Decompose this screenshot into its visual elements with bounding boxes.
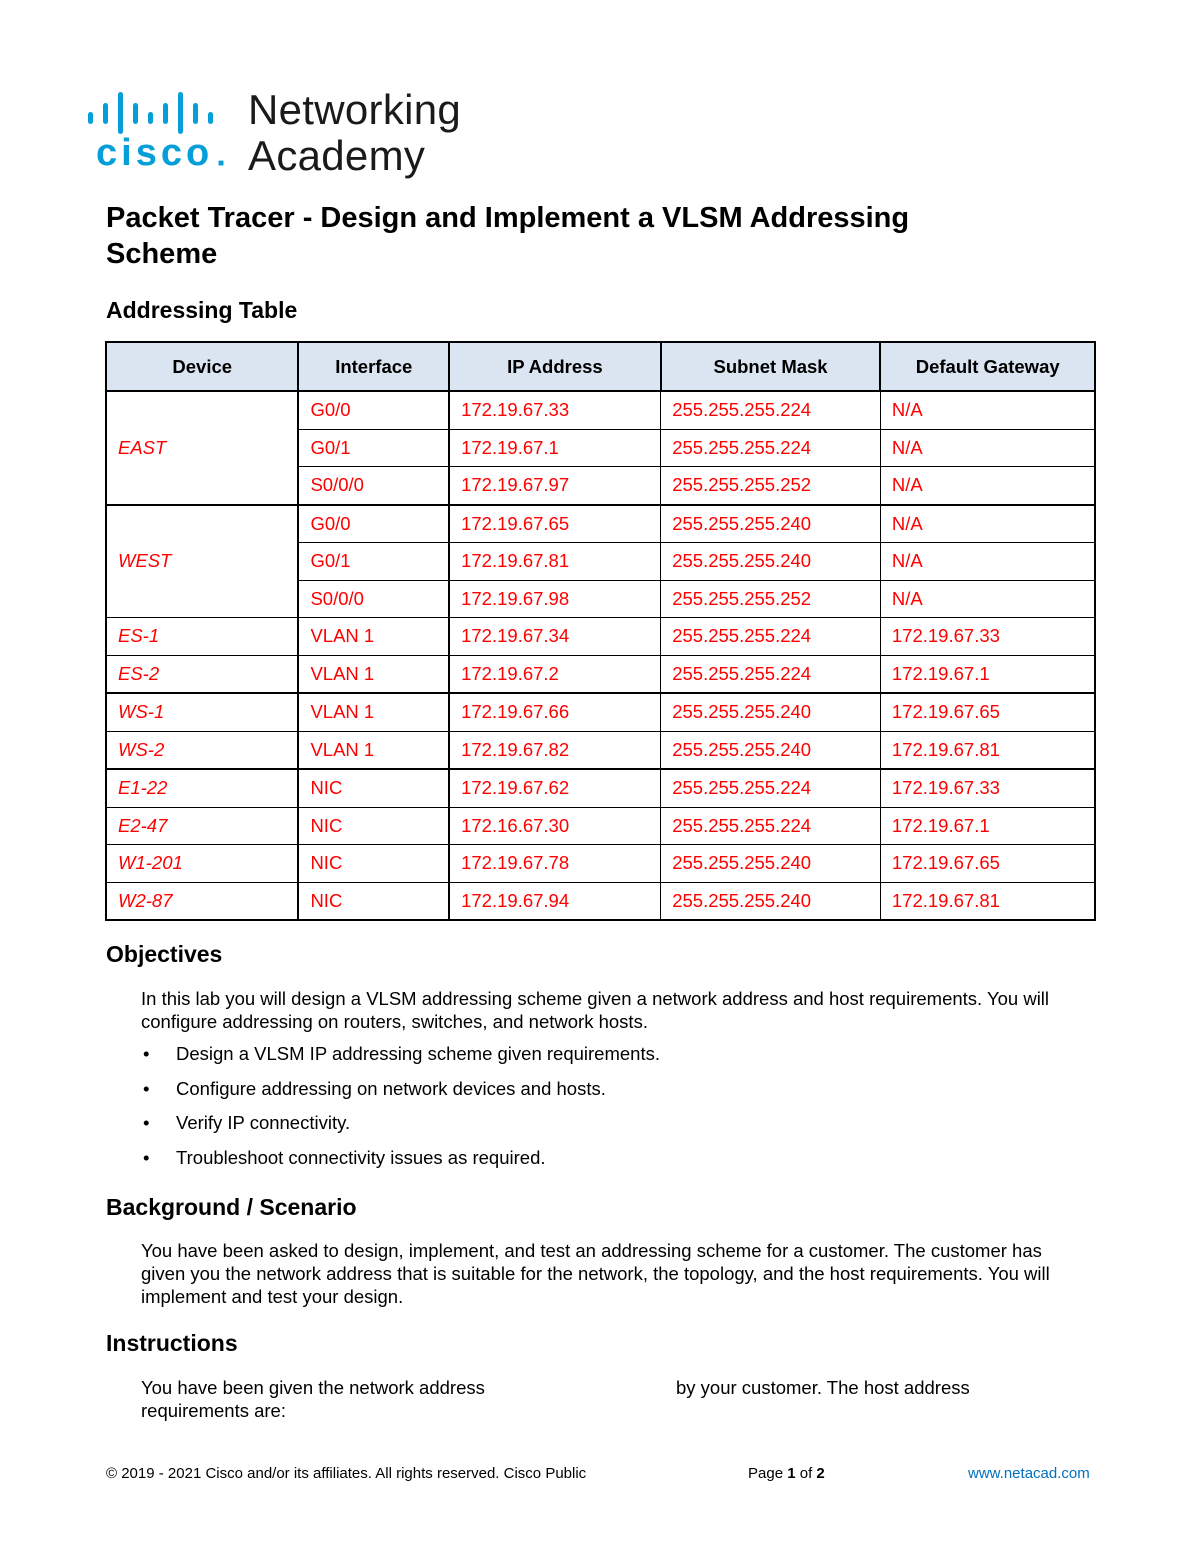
background-heading: Background / Scenario <box>106 1194 357 1220</box>
bullet-icon: • <box>143 1077 150 1099</box>
table-row <box>106 807 1095 845</box>
device-cell: E2-47 <box>106 807 298 845</box>
bullet-icon: • <box>143 1043 150 1064</box>
cisco-bars-icon <box>86 90 236 134</box>
table-row <box>106 769 1095 807</box>
interface-cell: NIC <box>298 882 449 920</box>
interface-cell: G0/0 <box>298 391 449 429</box>
ip-cell: 172.19.67.34 <box>449 618 661 656</box>
ip-cell: 172.19.67.1 <box>449 429 661 467</box>
list-item-text: Troubleshoot connectivity issues as required. <box>176 1146 546 1168</box>
gateway-cell: 172.19.67.65 <box>880 693 1095 731</box>
footer-copyright: © 2019 - 2021 Cisco and/or its affiliates. All rights reserved. Cisco Public <box>106 1465 587 1482</box>
device-cell: WS-2 <box>106 731 298 769</box>
ip-cell: 172.19.67.33 <box>449 391 661 429</box>
instructions-text-part3: requirements are: <box>141 1400 286 1421</box>
list-item-text: Verify IP connectivity. <box>176 1112 351 1133</box>
table-row <box>106 618 1095 656</box>
gateway-cell: N/A <box>880 429 1095 467</box>
column-header: IP Address <box>449 342 661 391</box>
list-item <box>141 1077 660 1112</box>
addressing-table-heading: Addressing Table <box>106 297 298 323</box>
addressing-table <box>105 341 1096 921</box>
list-item-text: Configure addressing on network devices and hosts. <box>176 1077 606 1099</box>
ip-cell: 172.19.67.78 <box>449 845 661 883</box>
mask-cell: 255.255.255.252 <box>661 467 881 505</box>
page-total: 2 <box>816 1465 825 1482</box>
instructions-heading: Instructions <box>106 1330 238 1356</box>
objectives-heading: Objectives <box>106 941 223 967</box>
list-item <box>141 1042 660 1077</box>
table-row <box>106 693 1095 731</box>
interface-cell: G0/1 <box>298 543 449 581</box>
logo-networking-text: Networking <box>248 86 462 133</box>
mask-cell: 255.255.255.252 <box>661 580 881 618</box>
mask-cell: 255.255.255.240 <box>661 845 881 883</box>
column-header: Device <box>106 342 298 391</box>
page-label: Page <box>748 1465 784 1482</box>
ip-cell: 172.19.67.2 <box>449 655 661 693</box>
gateway-cell: N/A <box>880 505 1095 543</box>
bullet-icon: • <box>143 1146 150 1168</box>
device-cell: W2-87 <box>106 882 298 920</box>
interface-cell: G0/0 <box>298 505 449 543</box>
ip-cell: 172.19.67.97 <box>449 467 661 505</box>
instructions-text-part1: You have been given the network address <box>141 1377 485 1398</box>
gateway-cell: 172.19.67.33 <box>880 618 1095 656</box>
cisco-wordmark: cisco <box>96 132 214 174</box>
table-row <box>106 391 1095 429</box>
ip-cell: 172.19.67.62 <box>449 769 661 807</box>
interface-cell: G0/1 <box>298 429 449 467</box>
column-header: Subnet Mask <box>661 342 881 391</box>
gateway-cell: 172.19.67.1 <box>880 655 1095 693</box>
table-row <box>106 731 1095 769</box>
footer-page-number <box>748 1465 825 1482</box>
table-header-row <box>106 342 1095 391</box>
device-cell: WEST <box>106 505 298 618</box>
list-item <box>141 1146 660 1181</box>
ip-cell: 172.16.67.30 <box>449 807 661 845</box>
ip-cell: 172.19.67.81 <box>449 543 661 581</box>
mask-cell: 255.255.255.240 <box>661 731 881 769</box>
gateway-cell: N/A <box>880 580 1095 618</box>
device-cell: WS-1 <box>106 693 298 731</box>
cisco-trademark-dot: ■ <box>218 158 225 169</box>
mask-cell: 255.255.255.224 <box>661 429 881 467</box>
column-header: Interface <box>298 342 449 391</box>
device-cell: E1-22 <box>106 769 298 807</box>
instructions-text-part2: by your customer. The host address <box>676 1377 970 1398</box>
ip-cell: 172.19.67.65 <box>449 505 661 543</box>
mask-cell: 255.255.255.240 <box>661 882 881 920</box>
objectives-list <box>141 1042 660 1180</box>
ip-cell: 172.19.67.66 <box>449 693 661 731</box>
gateway-cell: 172.19.67.81 <box>880 731 1095 769</box>
bullet-icon: • <box>143 1112 150 1133</box>
gateway-cell: N/A <box>880 467 1095 505</box>
background-text: You have been asked to design, implement, and test an addressing scheme for a customer. The customer has given you the network address that is suitable for the network, the topology, and the host requirements. You will implement and test your design. <box>141 1240 1050 1307</box>
table-row <box>106 505 1095 543</box>
ip-cell: 172.19.67.94 <box>449 882 661 920</box>
page-of-label: of <box>799 1465 813 1482</box>
interface-cell: VLAN 1 <box>298 693 449 731</box>
footer-website-link[interactable]: www.netacad.com <box>968 1465 1090 1482</box>
device-cell: ES-1 <box>106 618 298 656</box>
gateway-cell: N/A <box>880 391 1095 429</box>
device-cell: ES-2 <box>106 655 298 693</box>
gateway-cell: 172.19.67.81 <box>880 882 1095 920</box>
list-item <box>141 1111 660 1146</box>
gateway-cell: 172.19.67.65 <box>880 845 1095 883</box>
table-row <box>106 845 1095 883</box>
device-cell: EAST <box>106 391 298 505</box>
mask-cell: 255.255.255.224 <box>661 769 881 807</box>
mask-cell: 255.255.255.240 <box>661 505 881 543</box>
mask-cell: 255.255.255.224 <box>661 807 881 845</box>
interface-cell: VLAN 1 <box>298 618 449 656</box>
interface-cell: NIC <box>298 769 449 807</box>
logo-academy-text: Academy <box>248 132 426 179</box>
column-header: Default Gateway <box>880 342 1095 391</box>
cisco-networking-academy-logo <box>86 86 476 181</box>
gateway-cell: N/A <box>880 543 1095 581</box>
interface-cell: S0/0/0 <box>298 580 449 618</box>
interface-cell: VLAN 1 <box>298 731 449 769</box>
objectives-intro: In this lab you will design a VLSM addressing scheme given a network address and host requirements. You will configure addressing on routers, switches, and network hosts. <box>141 988 1050 1032</box>
interface-cell: VLAN 1 <box>298 655 449 693</box>
table-row <box>106 655 1095 693</box>
interface-cell: S0/0/0 <box>298 467 449 505</box>
mask-cell: 255.255.255.224 <box>661 618 881 656</box>
list-item-text: Design a VLSM IP addressing scheme given requirements. <box>176 1043 660 1064</box>
interface-cell: NIC <box>298 845 449 883</box>
mask-cell: 255.255.255.224 <box>661 391 881 429</box>
document-title: Packet Tracer - Design and Implement a VLSM Addressing Scheme <box>106 202 910 270</box>
table-row <box>106 882 1095 920</box>
interface-cell: NIC <box>298 807 449 845</box>
page-current: 1 <box>787 1465 796 1482</box>
gateway-cell: 172.19.67.1 <box>880 807 1095 845</box>
ip-cell: 172.19.67.98 <box>449 580 661 618</box>
mask-cell: 255.255.255.240 <box>661 543 881 581</box>
device-cell: W1-201 <box>106 845 298 883</box>
table-body <box>106 391 1095 920</box>
mask-cell: 255.255.255.240 <box>661 693 881 731</box>
mask-cell: 255.255.255.224 <box>661 655 881 693</box>
ip-cell: 172.19.67.82 <box>449 731 661 769</box>
gateway-cell: 172.19.67.33 <box>880 769 1095 807</box>
